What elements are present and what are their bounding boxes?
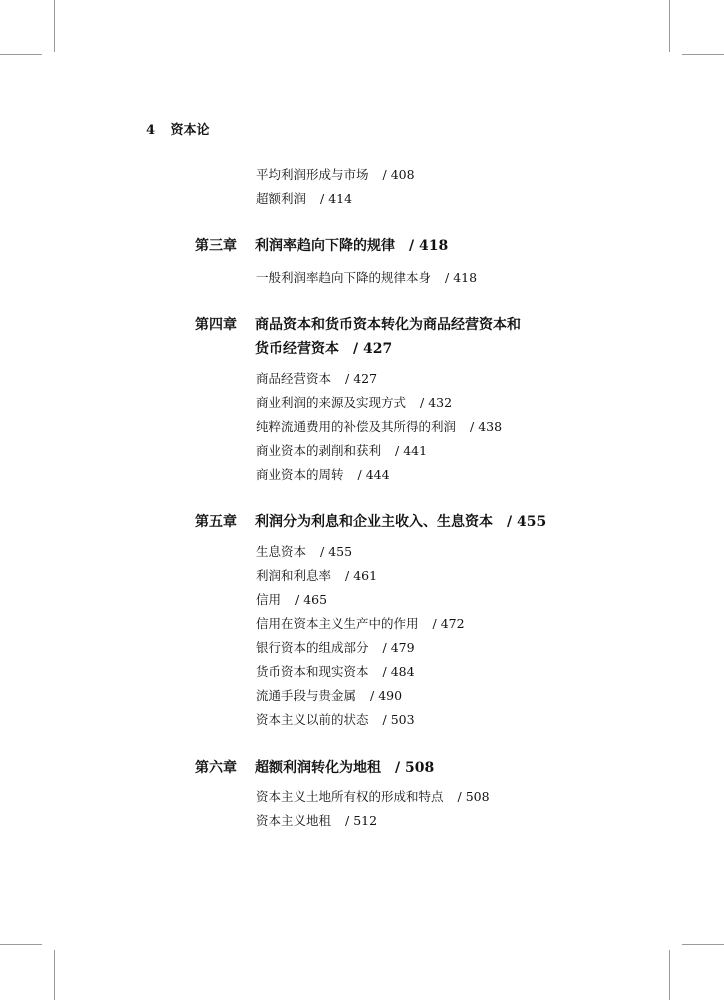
crop-mark [54, 950, 55, 1000]
section-page: / 512 [345, 813, 378, 828]
toc-chapter[interactable] [195, 756, 434, 780]
toc-section[interactable] [256, 614, 465, 634]
section-page: / 438 [470, 419, 503, 434]
section-page: / 465 [295, 592, 328, 607]
section-page: / 455 [320, 544, 353, 559]
section-page: / 444 [357, 467, 390, 482]
section-page: / 461 [345, 568, 378, 583]
crop-mark [682, 54, 724, 55]
chapter-title: 利润率趋向下降的规律 [255, 238, 395, 254]
section-title: 商业资本的剥削和获利 [256, 443, 382, 458]
section-title: 资本主义以前的状态 [256, 712, 369, 727]
section-title: 信用 [256, 592, 282, 607]
toc-section[interactable] [256, 662, 415, 682]
running-header [146, 119, 210, 138]
section-page: / 490 [370, 688, 403, 703]
section-title: 利润和利息率 [256, 568, 332, 583]
section-page: / 408 [382, 167, 415, 182]
chapter-number: 第三章 [195, 238, 237, 254]
toc-section[interactable] [256, 542, 352, 562]
toc-section[interactable] [256, 189, 352, 209]
toc-section[interactable] [256, 710, 415, 730]
toc-section[interactable] [256, 417, 502, 437]
chapter-number: 第四章 [195, 317, 237, 333]
chapter-number: 第五章 [195, 514, 237, 530]
toc-section[interactable] [256, 811, 377, 831]
toc-section[interactable] [256, 566, 377, 586]
page-number: 4 [146, 123, 156, 138]
toc-chapter[interactable] [195, 234, 448, 258]
section-page: / 427 [345, 371, 378, 386]
section-page: / 472 [432, 616, 465, 631]
toc-section[interactable] [256, 465, 390, 485]
section-title: 平均利润形成与市场 [256, 167, 369, 182]
chapter-page: / 418 [409, 238, 449, 254]
section-title: 商业资本的周转 [256, 467, 344, 482]
chapter-page: / 508 [395, 760, 435, 776]
crop-mark [54, 0, 55, 52]
chapter-page: / 427 [353, 341, 393, 357]
toc-section[interactable] [256, 441, 427, 461]
chapter-number: 第六章 [195, 760, 237, 776]
section-title: 一般利润率趋向下降的规律本身 [256, 270, 432, 285]
toc-chapter[interactable] [195, 510, 546, 534]
section-title: 商品经营资本 [256, 371, 332, 386]
crop-mark [682, 944, 724, 945]
section-title: 货币资本和现实资本 [256, 664, 369, 679]
chapter-title: 利润分为利息和企业主收入、生息资本 [255, 514, 493, 530]
toc-section[interactable] [256, 393, 452, 413]
crop-mark [0, 54, 42, 55]
section-page: / 418 [445, 270, 478, 285]
section-title: 资本主义地租 [256, 813, 332, 828]
crop-mark [669, 0, 670, 52]
section-page: / 484 [382, 664, 415, 679]
section-title: 信用在资本主义生产中的作用 [256, 616, 419, 631]
section-page: / 414 [320, 191, 353, 206]
toc-section[interactable] [256, 590, 327, 610]
toc-chapter[interactable] [195, 313, 521, 361]
section-page: / 432 [420, 395, 453, 410]
toc-section[interactable] [256, 268, 477, 288]
crop-mark [669, 950, 670, 1000]
book-title: 资本论 [170, 123, 210, 138]
section-page: / 503 [382, 712, 415, 727]
section-title: 银行资本的组成部分 [256, 640, 369, 655]
section-page: / 479 [382, 640, 415, 655]
toc-section[interactable] [256, 369, 377, 389]
section-title: 纯粹流通费用的补偿及其所得的利润 [256, 419, 457, 434]
toc-section[interactable] [256, 787, 490, 807]
section-title: 流通手段与贵金属 [256, 688, 357, 703]
section-title: 生息资本 [256, 544, 307, 559]
chapter-title: 超额利润转化为地租 [255, 760, 381, 776]
chapter-title-cont: 货币经营资本 [255, 341, 339, 357]
toc-section[interactable] [256, 638, 415, 658]
section-title: 商业利润的来源及实现方式 [256, 395, 407, 410]
section-title: 超额利润 [256, 191, 307, 206]
section-title: 资本主义土地所有权的形成和特点 [256, 789, 444, 804]
section-page: / 441 [395, 443, 428, 458]
section-page: / 508 [457, 789, 490, 804]
crop-mark [0, 944, 42, 945]
toc-section[interactable] [256, 165, 415, 185]
toc-section[interactable] [256, 686, 402, 706]
chapter-title: 商品资本和货币资本转化为商品经营资本和 [255, 317, 521, 333]
chapter-page: / 455 [507, 514, 547, 530]
